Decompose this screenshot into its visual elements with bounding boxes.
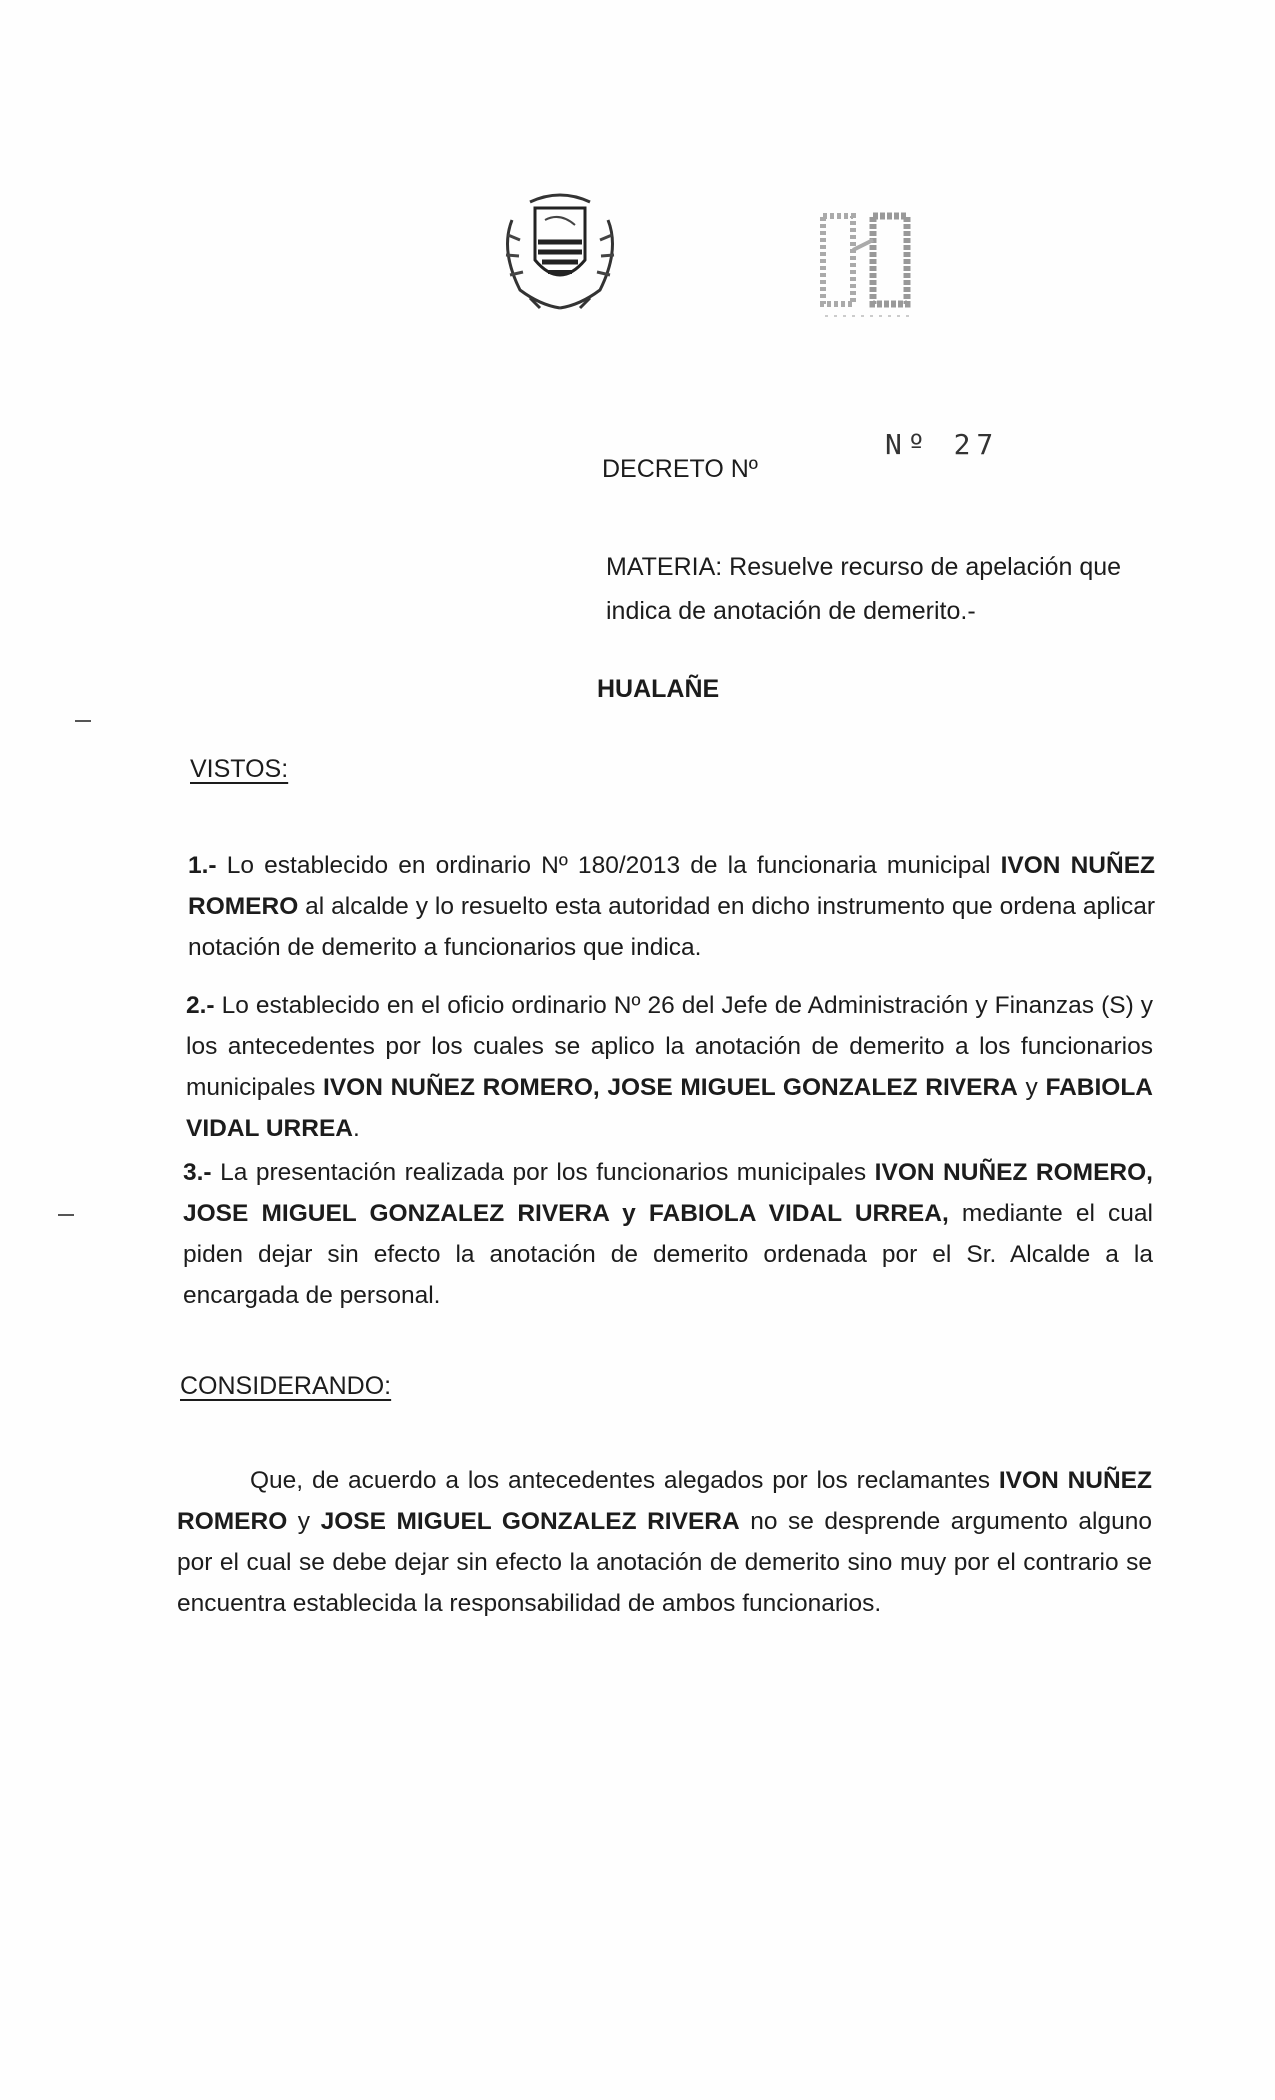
item-text: Lo establecido en ordinario Nº 180/2013 de la funcionaria municipal <box>216 852 1001 879</box>
margin-mark <box>75 720 91 722</box>
item-text: Lo establecido en el oficio ordinario Nº 26 del Jefe de Administración y Finanzas (S) y los antecedentes por los cuales se aplico la anotación de demerito a los funcionarios municipales <box>186 992 1153 1101</box>
decree-number: Nº 27 <box>885 428 1000 461</box>
item-number: 3.- <box>183 1159 212 1186</box>
decree-label: DECRETO Nº <box>602 455 758 483</box>
materia-label: MATERIA: <box>606 553 723 581</box>
margin-mark <box>58 1214 74 1216</box>
paragraph-text: no se desprende argumento alguno por el cual se debe dejar sin efecto la anotación de demerito sino muy por el contrario se encuentra establecida la responsabilidad de ambos funcionarios. <box>177 1508 1152 1617</box>
paragraph-text: y <box>287 1508 321 1535</box>
materia-block <box>606 545 1166 633</box>
item-bold-name: IVON NUÑEZ ROMERO, JOSE MIGUEL GONZALEZ RIVERA <box>323 1074 1018 1101</box>
paragraph-bold-name: JOSE MIGUEL GONZALEZ RIVERA <box>320 1508 740 1535</box>
materia-line2: indica de anotación de demerito.- <box>606 597 976 625</box>
item-bold-name: IVON NUÑEZ ROMERO, JOSE MIGUEL GONZALEZ RIVERA y FABIOLA VIDAL URREA, <box>183 1159 1153 1227</box>
item-text: La presentación realizada por los funcionarios municipales <box>211 1159 875 1186</box>
vistos-item-1 <box>188 845 1155 968</box>
place-label: HUALAÑE <box>597 675 720 703</box>
item-bold-name: IVON NUÑEZ ROMERO <box>188 852 1156 920</box>
item-text: . <box>352 1115 360 1142</box>
vistos-heading: VISTOS: <box>190 755 289 783</box>
considerando-paragraph <box>177 1460 1152 1624</box>
materia-line1: Resuelve recurso de apelación que <box>729 553 1122 581</box>
item-text: al alcalde y lo resuelto esta autoridad en dicho instrumento que ordena aplicar notación de demerito a funcionarios que indica. <box>188 893 1155 961</box>
paragraph-text: Que, de acuerdo a los antecedentes alegados por los reclamantes <box>250 1467 999 1494</box>
item-number: 1.- <box>188 852 217 879</box>
coat-of-arms-icon <box>490 180 630 320</box>
item-text: y <box>1017 1074 1046 1101</box>
vistos-item-3 <box>183 1152 1153 1316</box>
item-text: mediante el cual piden dejar sin efecto la anotación de demerito ordenada por el Sr. Alcalde a la encargada de personal. <box>183 1200 1153 1309</box>
item-number: 2.- <box>186 992 215 1019</box>
considerando-heading: CONSIDERANDO: <box>180 1372 392 1400</box>
paragraph-bold-name: IVON NUÑEZ ROMERO <box>177 1467 1152 1535</box>
vistos-item-2 <box>186 985 1153 1149</box>
stamp-icon <box>815 210 940 325</box>
item-bold-name: FABIOLA VIDAL URREA <box>186 1074 1153 1142</box>
